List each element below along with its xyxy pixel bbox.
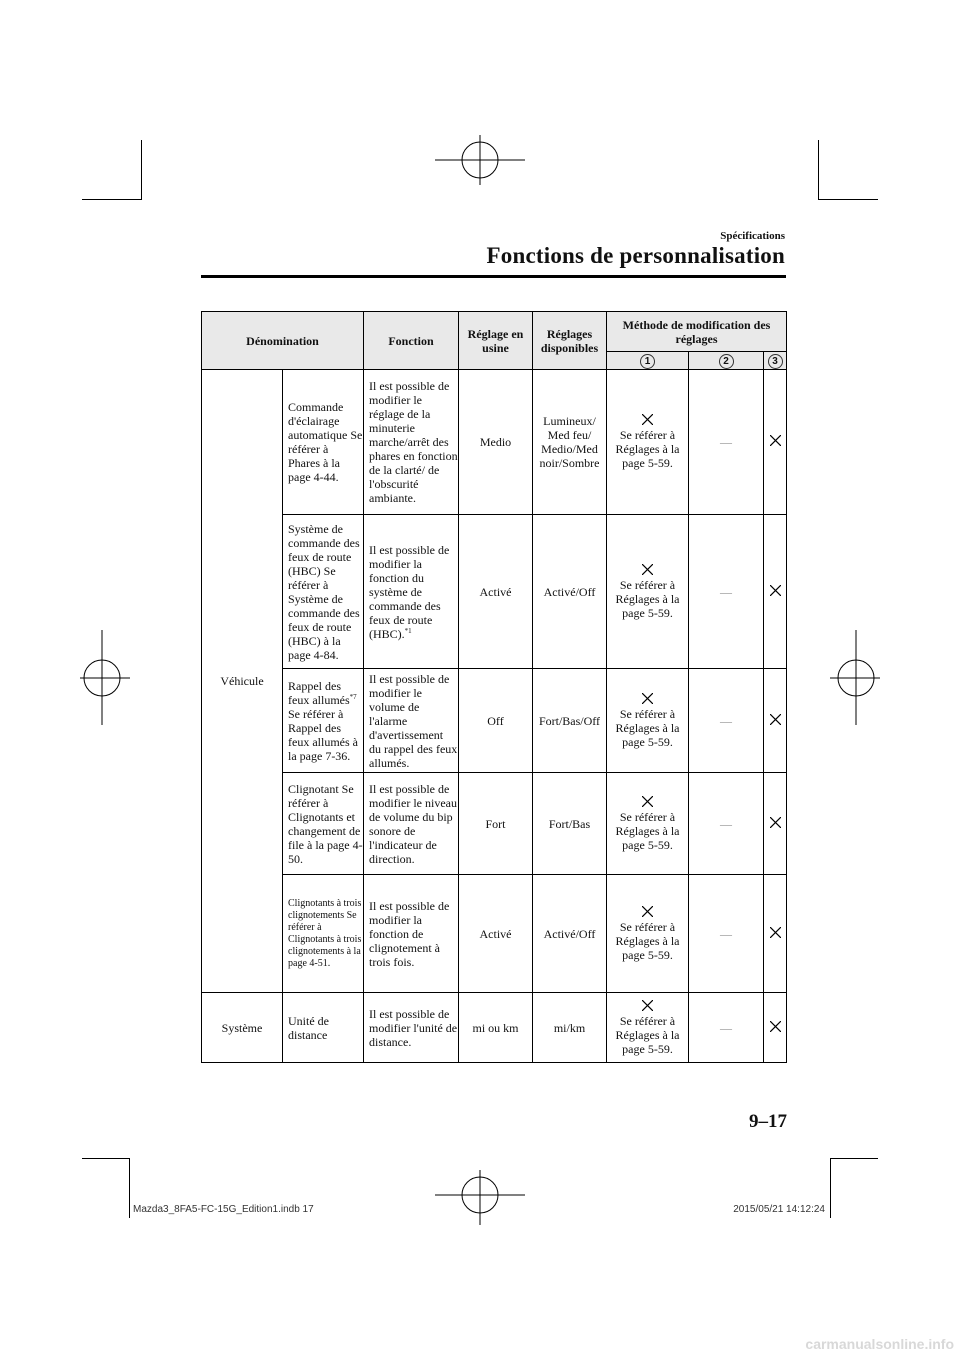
cross-icon <box>642 693 653 704</box>
cell-fonction: Il est possible de modifier la fonction de clignotement à trois fois. <box>364 875 459 993</box>
cell-fonction: Il est possible de modifier le volume de l'alarme d'avertissement du rappel des feux allumés. <box>364 669 459 773</box>
cell-disponibles: Activé/Off <box>533 515 607 669</box>
header-method-2 <box>689 352 764 370</box>
circled-number-3: 3 <box>768 354 783 369</box>
footer-file: Mazda3_8FA5-FC-15G_Edition1.indb 17 <box>133 1204 314 1215</box>
cell-method-3 <box>764 370 787 515</box>
cross-icon <box>770 714 781 725</box>
cell-method-3 <box>764 773 787 875</box>
crop-mark <box>129 1158 130 1218</box>
watermark: carmanualsonline.info <box>805 1336 954 1352</box>
crop-mark <box>82 199 142 200</box>
cell-method-1-text: Se référer à Réglages à la page 5-59. <box>615 428 680 470</box>
crop-mark <box>818 199 878 200</box>
cross-icon <box>642 1000 653 1011</box>
cell-usine: Fort <box>459 773 533 875</box>
cross-icon <box>770 927 781 938</box>
cell-denomination: Clignotant Se référer à Clignotants et changement de file à la page 4-50. <box>283 773 364 875</box>
registration-mark-icon <box>435 1165 525 1225</box>
cross-icon <box>770 817 781 828</box>
cell-usine: Off <box>459 669 533 773</box>
cell-method-1 <box>607 669 689 773</box>
cell-method-1-text: Se référer à Réglages à la page 5-59. <box>615 706 680 749</box>
registration-mark-icon <box>830 630 880 725</box>
cell-method-1-text: Se référer à Réglages à la page 5-59. <box>615 1013 680 1056</box>
cell-usine: mi ou km <box>459 993 533 1063</box>
section-label: Spécifications <box>720 230 785 242</box>
crop-mark <box>141 140 142 200</box>
footer-timestamp: 2015/05/21 14:12:24 <box>733 1204 825 1215</box>
cell-method-1-text: Se référer à Réglages à la page 5-59. <box>615 809 680 852</box>
cell-denomination <box>283 669 364 773</box>
cell-method-1 <box>607 773 689 875</box>
cell-method-1 <box>607 515 689 669</box>
header-fonction: Fonction <box>364 312 459 370</box>
cross-icon <box>642 414 653 425</box>
cross-icon <box>642 906 653 917</box>
header-reglage-usine: Réglage en usine <box>459 312 533 370</box>
footnote-marker: *7 <box>349 692 357 701</box>
cell-method-1-text: Se référer à Réglages à la page 5-59. <box>615 577 680 620</box>
cell-method-1 <box>607 370 689 515</box>
cell-disponibles: Activé/Off <box>533 875 607 993</box>
header-method-3 <box>764 352 787 370</box>
cross-icon <box>642 564 653 575</box>
table-row <box>202 773 787 875</box>
header-method-1 <box>607 352 689 370</box>
table-row <box>202 669 787 773</box>
cell-method-1-text: Se référer à Réglages à la page 5-59. <box>615 919 680 962</box>
cross-icon <box>770 585 781 596</box>
table-row <box>202 515 787 669</box>
table-row <box>202 875 787 993</box>
header-reglages-disponibles: Réglages disponibles <box>533 312 607 370</box>
cell-method-3 <box>764 669 787 773</box>
cell-disponibles: mi/km <box>533 993 607 1063</box>
cell-method-2: — <box>689 370 764 515</box>
cell-disponibles: Fort/Bas/Off <box>533 669 607 773</box>
cell-disponibles: Lumineux/ Med feu/ Medio/Med noir/Sombre <box>533 370 607 515</box>
cell-method-2: — <box>689 669 764 773</box>
cell-method-1 <box>607 993 689 1063</box>
customization-table <box>201 311 787 1063</box>
cell-fonction: Il est possible de modifier le niveau de volume du bip sonore de l'indicateur de direction. <box>364 773 459 875</box>
cell-fonction-text: Il est possible de modifier la fonction du système de commande des feux de route (HBC). <box>369 542 450 641</box>
cross-icon <box>642 796 653 807</box>
cell-usine: Medio <box>459 370 533 515</box>
page-number: 9–17 <box>749 1111 787 1132</box>
cell-denomination-ref: Se référer à Rappel des feux allumés à la page 7-36. <box>288 706 358 763</box>
table-row <box>202 993 787 1063</box>
cell-usine: Activé <box>459 515 533 669</box>
cell-denomination: Clignotants à trois clignotements Se référer à Clignotants à trois clignotements à la page 4-51. <box>283 875 364 993</box>
cell-method-2: — <box>689 515 764 669</box>
header-rule <box>201 275 786 278</box>
registration-mark-icon <box>435 135 525 195</box>
cell-method-2: — <box>689 875 764 993</box>
group-vehicule: Véhicule <box>202 370 283 993</box>
cell-denomination-text: Rappel des feux allumés <box>288 678 350 707</box>
cross-icon <box>770 1021 781 1032</box>
crop-mark <box>818 140 819 200</box>
cell-method-3 <box>764 515 787 669</box>
crop-mark <box>830 1158 878 1159</box>
table-row <box>202 370 787 515</box>
header-denomination: Dénomination <box>202 312 364 370</box>
group-systeme: Système <box>202 993 283 1063</box>
circled-number-1: 1 <box>640 354 655 369</box>
cell-method-3 <box>764 875 787 993</box>
cross-icon <box>770 435 781 446</box>
cell-fonction: Il est possible de modifier l'unité de distance. <box>364 993 459 1063</box>
cell-method-2: — <box>689 993 764 1063</box>
cell-fonction: Il est possible de modifier le réglage de la minuterie marche/arrêt des phares en fonction de la clarté/ de l'obscurité ambiante. <box>364 370 459 515</box>
header-methode: Méthode de modification des réglages <box>607 312 787 352</box>
cell-denomination: Unité de distance <box>283 993 364 1063</box>
footnote-marker: *1 <box>404 626 412 635</box>
cell-denomination: Système de commande des feux de route (HBC) Se référer à Système de commande des feux de route (HBC) à la page 4-84. <box>283 515 364 669</box>
registration-mark-icon <box>80 630 130 725</box>
page-title: Fonctions de personnalisation <box>486 243 785 268</box>
cell-method-3 <box>764 993 787 1063</box>
crop-mark <box>82 1158 130 1159</box>
cell-disponibles: Fort/Bas <box>533 773 607 875</box>
cell-denomination: Commande d'éclairage automatique Se référer à Phares à la page 4-44. <box>283 370 364 515</box>
cell-usine: Activé <box>459 875 533 993</box>
cell-fonction <box>364 515 459 669</box>
cell-method-2: — <box>689 773 764 875</box>
cell-method-1 <box>607 875 689 993</box>
crop-mark <box>830 1158 831 1218</box>
circled-number-2: 2 <box>719 354 734 369</box>
